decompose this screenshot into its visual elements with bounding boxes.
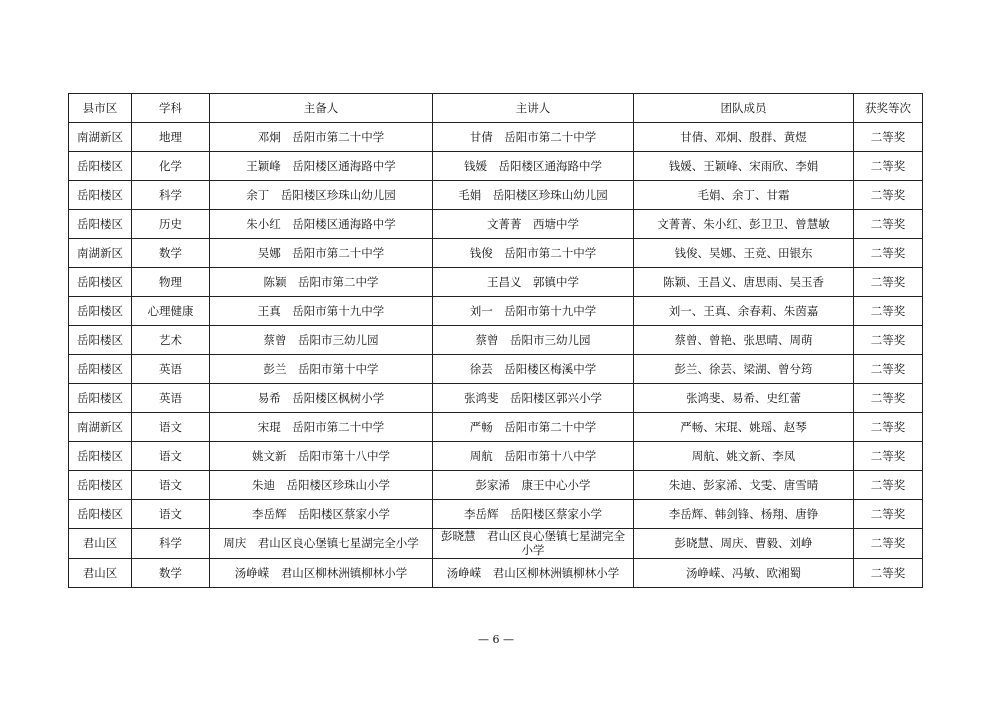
county-cell: 君山区 bbox=[69, 558, 132, 587]
table-row bbox=[69, 442, 923, 471]
county-cell: 岳阳楼区 bbox=[69, 471, 132, 500]
subject-cell: 化学 bbox=[132, 152, 210, 181]
team-members-cell: 陈颖、王昌义、唐思雨、吴玉香 bbox=[634, 268, 854, 297]
subject-cell: 地理 bbox=[132, 123, 210, 152]
awards-table bbox=[68, 93, 923, 588]
award-level-cell: 二等奖 bbox=[854, 181, 923, 210]
award-level-cell: 二等奖 bbox=[854, 268, 923, 297]
table-row bbox=[69, 355, 923, 384]
subject-cell: 物理 bbox=[132, 268, 210, 297]
table-row bbox=[69, 471, 923, 500]
table-row bbox=[69, 152, 923, 181]
award-level-cell: 二等奖 bbox=[854, 384, 923, 413]
team-members-cell: 彭兰、徐芸、梁湖、曾兮筠 bbox=[634, 355, 854, 384]
page-number: — 6 — bbox=[478, 633, 514, 646]
subject-cell: 心理健康 bbox=[132, 297, 210, 326]
table-row bbox=[69, 384, 923, 413]
lead-speaker-cell: 严畅 岳阳市第二十中学 bbox=[433, 413, 634, 442]
county-cell: 岳阳楼区 bbox=[69, 268, 132, 297]
subject-cell: 艺术 bbox=[132, 326, 210, 355]
subject-cell: 科学 bbox=[132, 529, 210, 559]
county-cell: 岳阳楼区 bbox=[69, 152, 132, 181]
award-level-cell: 二等奖 bbox=[854, 442, 923, 471]
team-members-cell: 甘倩、邓炯、殷群、黄煜 bbox=[634, 123, 854, 152]
team-members-cell: 钱媛、王颖峰、宋雨欣、李娟 bbox=[634, 152, 854, 181]
award-level-cell: 二等奖 bbox=[854, 355, 923, 384]
lead-preparer-cell: 吴娜 岳阳市第二十中学 bbox=[210, 239, 433, 268]
lead-preparer-cell: 易希 岳阳楼区枫树小学 bbox=[210, 384, 433, 413]
team-members-cell: 蔡曾、曾艳、张思晴、周萌 bbox=[634, 326, 854, 355]
subject-cell: 历史 bbox=[132, 210, 210, 239]
table-row bbox=[69, 239, 923, 268]
header-subject: 学科 bbox=[132, 94, 210, 123]
award-level-cell: 二等奖 bbox=[854, 529, 923, 559]
lead-speaker-cell: 蔡曾 岳阳市三幼儿园 bbox=[433, 326, 634, 355]
table-header-row bbox=[69, 94, 923, 123]
team-members-cell: 汤峥嵘、冯敏、欧湘蜀 bbox=[634, 558, 854, 587]
lead-preparer-cell: 蔡曾 岳阳市三幼儿园 bbox=[210, 326, 433, 355]
team-members-cell: 钱俊、吴娜、王竞、田银东 bbox=[634, 239, 854, 268]
table-body bbox=[69, 123, 923, 588]
table-row bbox=[69, 529, 923, 559]
subject-cell: 数学 bbox=[132, 239, 210, 268]
award-level-cell: 二等奖 bbox=[854, 500, 923, 529]
lead-preparer-cell: 王颖峰 岳阳楼区通海路中学 bbox=[210, 152, 433, 181]
table-row bbox=[69, 181, 923, 210]
team-members-cell: 刘一、王真、余春莉、朱茵嘉 bbox=[634, 297, 854, 326]
lead-preparer-cell: 朱迪 岳阳楼区珍珠山小学 bbox=[210, 471, 433, 500]
county-cell: 南湖新区 bbox=[69, 123, 132, 152]
lead-speaker-cell: 彭家浠 康王中心小学 bbox=[433, 471, 634, 500]
lead-speaker-cell: 李岳辉 岳阳楼区蔡家小学 bbox=[433, 500, 634, 529]
award-level-cell: 二等奖 bbox=[854, 297, 923, 326]
table-row bbox=[69, 123, 923, 152]
lead-speaker-cell: 王昌义 郭镇中学 bbox=[433, 268, 634, 297]
lead-preparer-cell: 姚文新 岳阳市第十八中学 bbox=[210, 442, 433, 471]
award-level-cell: 二等奖 bbox=[854, 239, 923, 268]
award-level-cell: 二等奖 bbox=[854, 152, 923, 181]
award-level-cell: 二等奖 bbox=[854, 210, 923, 239]
header-county: 县市区 bbox=[69, 94, 132, 123]
header-lead-preparer: 主备人 bbox=[210, 94, 433, 123]
table-row bbox=[69, 326, 923, 355]
team-members-cell: 李岳辉、韩剑锋、杨翔、唐铮 bbox=[634, 500, 854, 529]
subject-cell: 科学 bbox=[132, 181, 210, 210]
award-level-cell: 二等奖 bbox=[854, 558, 923, 587]
table-row bbox=[69, 500, 923, 529]
header-award-level: 获奖等次 bbox=[854, 94, 923, 123]
team-members-cell: 朱迪、彭家浠、戈雯、唐雪晴 bbox=[634, 471, 854, 500]
lead-speaker-cell: 甘倩 岳阳市第二十中学 bbox=[433, 123, 634, 152]
lead-speaker-cell: 毛娟 岳阳楼区珍珠山幼儿园 bbox=[433, 181, 634, 210]
lead-speaker-cell: 钱媛 岳阳楼区通海路中学 bbox=[433, 152, 634, 181]
lead-preparer-cell: 陈颖 岳阳市第二中学 bbox=[210, 268, 433, 297]
header-lead-speaker: 主讲人 bbox=[433, 94, 634, 123]
county-cell: 岳阳楼区 bbox=[69, 181, 132, 210]
lead-preparer-cell: 邓炯 岳阳市第二十中学 bbox=[210, 123, 433, 152]
county-cell: 君山区 bbox=[69, 529, 132, 559]
lead-preparer-cell: 余丁 岳阳楼区珍珠山幼儿园 bbox=[210, 181, 433, 210]
lead-speaker-cell: 文菁菁 西塘中学 bbox=[433, 210, 634, 239]
table-row bbox=[69, 268, 923, 297]
award-level-cell: 二等奖 bbox=[854, 471, 923, 500]
lead-preparer-cell: 李岳辉 岳阳楼区蔡家小学 bbox=[210, 500, 433, 529]
county-cell: 岳阳楼区 bbox=[69, 326, 132, 355]
team-members-cell: 毛娟、余丁、甘霜 bbox=[634, 181, 854, 210]
lead-preparer-cell: 汤峥嵘 君山区柳林洲镇柳林小学 bbox=[210, 558, 433, 587]
county-cell: 岳阳楼区 bbox=[69, 297, 132, 326]
subject-cell: 英语 bbox=[132, 384, 210, 413]
subject-cell: 语文 bbox=[132, 413, 210, 442]
subject-cell: 数学 bbox=[132, 558, 210, 587]
award-level-cell: 二等奖 bbox=[854, 123, 923, 152]
lead-speaker-cell: 徐芸 岳阳楼区梅溪中学 bbox=[433, 355, 634, 384]
subject-cell: 英语 bbox=[132, 355, 210, 384]
lead-preparer-cell: 朱小红 岳阳楼区通海路中学 bbox=[210, 210, 433, 239]
lead-speaker-cell: 汤峥嵘 君山区柳林洲镇柳林小学 bbox=[433, 558, 634, 587]
subject-cell: 语文 bbox=[132, 442, 210, 471]
team-members-cell: 文菁菁、朱小红、彭卫卫、曾慧敏 bbox=[634, 210, 854, 239]
county-cell: 岳阳楼区 bbox=[69, 442, 132, 471]
lead-speaker-cell: 周航 岳阳市第十八中学 bbox=[433, 442, 634, 471]
team-members-cell: 张鸿斐、易希、史红蕾 bbox=[634, 384, 854, 413]
table-row bbox=[69, 558, 923, 587]
lead-preparer-cell: 彭兰 岳阳市第十中学 bbox=[210, 355, 433, 384]
lead-speaker-cell: 刘一 岳阳市第十九中学 bbox=[433, 297, 634, 326]
county-cell: 南湖新区 bbox=[69, 239, 132, 268]
table-row bbox=[69, 210, 923, 239]
lead-speaker-cell: 钱俊 岳阳市第二十中学 bbox=[433, 239, 634, 268]
team-members-cell: 严畅、宋琨、姚瑶、赵琴 bbox=[634, 413, 854, 442]
team-members-cell: 彭晓慧、周庆、曹毅、刘峥 bbox=[634, 529, 854, 559]
lead-preparer-cell: 周庆 君山区良心堡镇七星湖完全小学 bbox=[210, 529, 433, 559]
team-members-cell: 周航、姚文新、李凤 bbox=[634, 442, 854, 471]
lead-speaker-cell: 彭晓慧 君山区良心堡镇七星湖完全小学 bbox=[433, 529, 634, 559]
county-cell: 岳阳楼区 bbox=[69, 500, 132, 529]
county-cell: 岳阳楼区 bbox=[69, 384, 132, 413]
subject-cell: 语文 bbox=[132, 500, 210, 529]
subject-cell: 语文 bbox=[132, 471, 210, 500]
county-cell: 岳阳楼区 bbox=[69, 210, 132, 239]
table-row bbox=[69, 297, 923, 326]
county-cell: 南湖新区 bbox=[69, 413, 132, 442]
award-level-cell: 二等奖 bbox=[854, 326, 923, 355]
county-cell: 岳阳楼区 bbox=[69, 355, 132, 384]
lead-preparer-cell: 宋琨 岳阳市第二十中学 bbox=[210, 413, 433, 442]
award-level-cell: 二等奖 bbox=[854, 413, 923, 442]
table-row bbox=[69, 413, 923, 442]
lead-preparer-cell: 王真 岳阳市第十九中学 bbox=[210, 297, 433, 326]
header-team-members: 团队成员 bbox=[634, 94, 854, 123]
lead-speaker-cell: 张鸿斐 岳阳楼区郭兴小学 bbox=[433, 384, 634, 413]
